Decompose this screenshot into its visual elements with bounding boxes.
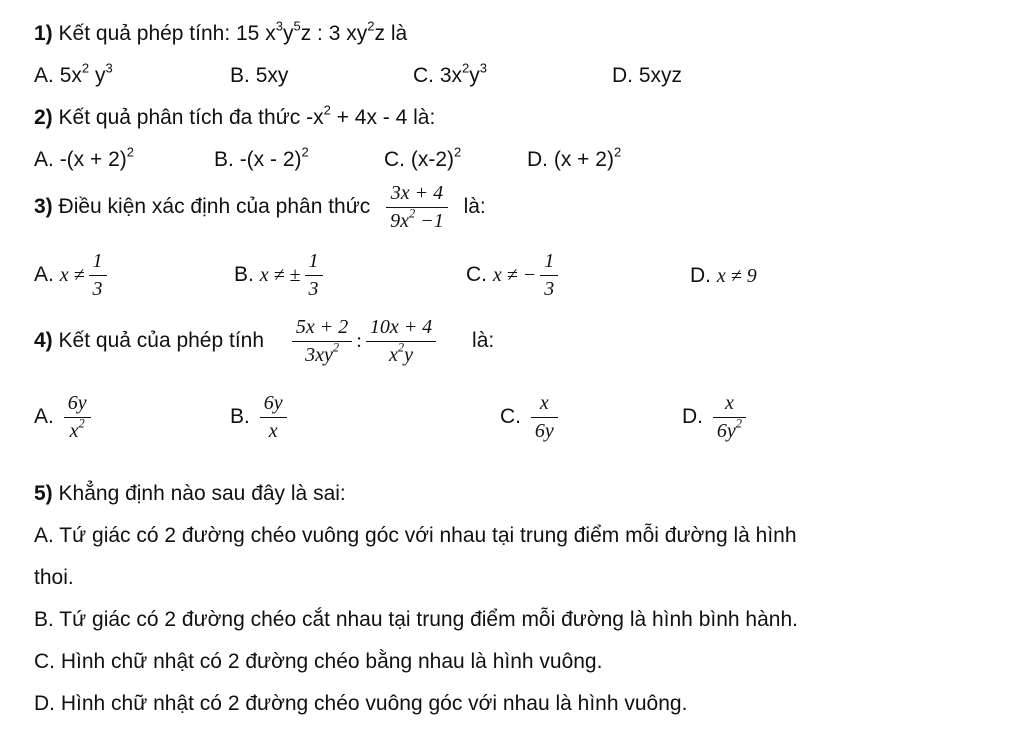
fraction: $\frac{5x + 2}{3xy^2}$ [292, 316, 352, 367]
q3-option-b: B. x ≠ ± $\frac{1}{3}$ [234, 250, 327, 301]
q5-option-d: D. Hình chữ nhật có 2 đường chéo vuông góc với nhau là hình vuông. [34, 692, 688, 715]
question-text: Kết quả phân tích đa thức $-x^2 + 4x - 4$ là: [58, 102, 436, 129]
q2-option-b: B. -(x - 2)$^2$ [214, 144, 309, 171]
fraction: $\frac{10x + 4}{x^2y}$ [366, 316, 436, 367]
q2-option-d: D. $(x + 2)^2$ [527, 144, 622, 171]
q3-option-c: C. x ≠ − $\frac{1}{3}$ [466, 250, 562, 301]
question-5 [34, 482, 346, 506]
question-text: Kết quả của phép tính [58, 329, 265, 353]
question-number: 2) [34, 106, 53, 129]
q1-option-d: D. 5xyz [612, 64, 683, 87]
q4-option-a: A. $\frac{6y}{x^2}$ [34, 392, 95, 443]
question-4 [34, 316, 494, 367]
question-text: Kết quả phép tính: 15 $x^3y^5z$ : 3 $xy^2z$ là [58, 18, 408, 45]
question-number: 5) [34, 482, 53, 505]
q1-option-c: C. $3x^2y^3$ [413, 60, 488, 87]
q3-option-d: D. x ≠ 9 [690, 264, 757, 287]
question-tail: là: [472, 329, 495, 353]
question-number: 3) [34, 195, 53, 219]
question-1 [34, 18, 408, 46]
q3-option-a: A. x ≠ $\frac{1}{3}$ [34, 250, 111, 301]
question-text: Khẳng định nào sau đây là sai: [58, 482, 346, 505]
question-number: 1) [34, 22, 53, 45]
operator: : [356, 330, 362, 353]
question-number: 4) [34, 329, 53, 353]
fraction: $\frac{3x + 4}{9x^2 -1}$ [386, 182, 448, 233]
q4-option-b: B. $\frac{6y}{x}$ [230, 392, 291, 443]
q4-option-d: D. $\frac{x}{6y^2}$ [682, 392, 750, 443]
question-3 [34, 182, 486, 233]
q2-option-a: A. $-(x + 2)^2$ [34, 144, 135, 171]
question-2 [34, 102, 436, 130]
question-tail: là: [463, 195, 486, 219]
q2-option-c: C. $(x-2)^2$ [384, 144, 462, 171]
q1-option-b: B. 5xy [230, 64, 289, 87]
q5-option-c: C. Hình chữ nhật có 2 đường chéo bằng nhau là hình vuông. [34, 650, 603, 673]
q5-option-b: B. Tứ giác có 2 đường chéo cắt nhau tại trung điểm mỗi đường là hình bình hành. [34, 608, 798, 631]
question-text: Điều kiện xác định của phân thức [58, 195, 371, 219]
q5-option-a: A. Tứ giác có 2 đường chéo vuông góc với nhau tại trung điểm mỗi đường là hình [34, 524, 797, 547]
q1-option-a: A. $5x^2$ $y^3$ [34, 60, 113, 87]
q4-option-c: C. $\frac{x}{6y}$ [500, 392, 562, 443]
q5-option-a-continued: thoi. [34, 566, 74, 589]
